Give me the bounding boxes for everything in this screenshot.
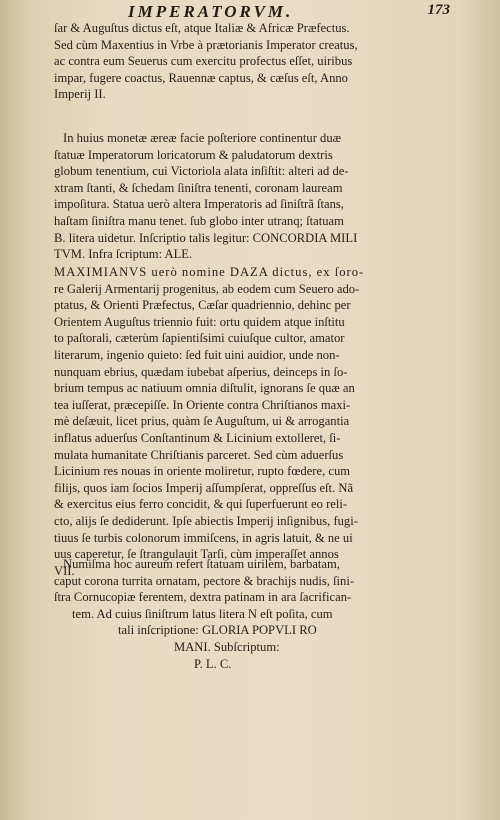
text-line: ptatus, & Orienti Præfectus, Cæſar quadriennio, dehinc per [54,298,351,313]
text-line: tiuus ſe turbis colonorum immiſcens, in agris latuit, & ne ui [54,530,353,545]
text-line: mè deſæuit, licet prius, quàm ſe Auguſtum, ui & arrogantia [54,414,350,429]
text-line: nunquam ebrius, quædam iubebat aſperius, deinceps in ſo- [54,364,348,379]
text-line: uus caperetur, ſe ſtrangulauit Tarſi, cùm imperaſſet annos [54,547,339,562]
text-line: to paſtorali, cæterùm ſapientiſsimi cuiuſque cultor, amator [54,331,345,346]
text-line: Sed cùm Maxentius in Vrbe à prætorianis Imperator creatus, [54,37,358,52]
text-line: haſtam ſiniſtra manu tenet. ſub globo inter utranq; ſtatuam [54,213,344,228]
text-line: cto, alijs ſe dediderunt. Ipſe abiectis Imperij inſignibus, fugi- [54,513,358,528]
text-line: tali inſcriptione: GLORIA POPVLI RO [118,623,317,638]
text-line: filijs, quos iam ſocios Imperij aſſumpſerat, oppreſſus eſt. Nã [54,480,354,495]
paragraph-2 [54,130,442,263]
text-line: ſtra Cornucopiæ ferentem, dextra patinam in ara ſacrifican- [54,590,352,605]
text-line: impar, fugere coactus, Rauennæ captus, & cæſus eſt, Anno [54,70,348,85]
text-line: VII. [54,563,75,578]
text-line: TVM. Infra ſcriptum: ALE. [54,247,193,262]
paragraph-1 [54,20,442,103]
text-line: globum tenentium, cui Victoriola alata inſiſtit: alteri ad de- [54,164,349,179]
text-line: MAXIMIANVS uerò nomine DAZA dictus, ex ſoro- [54,265,365,279]
page-number: 173 [427,2,450,18]
text-line: xtram ſtanti, & ſchedam ſiniſtra tenenti, coronam lauream [54,180,343,195]
text-line: inflatus aduerſus Conſtantinum & Licinium extolleret, ſi- [54,430,341,445]
paragraph-4 [54,556,442,672]
text-line: Orientem Auguſtus triennio fuit: ortu quidem atque inſtitu [54,314,345,329]
text-line: Imperij II. [54,87,106,102]
text-line: re Galerij Armentarij progenitus, ab eodem cum Seuero ado- [54,281,360,296]
text-line: In huius monetæ æreæ facie poſteriore continentur duæ [63,131,342,145]
text-line: ſar & Auguſtus dictus eſt, atque Italiæ & Africæ Præfectus. [54,21,350,35]
text-line: mulata humanitate Chriſtianis parceret. Sed cùm aduerſus [54,447,344,462]
text-line: P. L. C. [194,656,232,671]
text-line: Numiſma hoc aureum refert ſtatuam uirilem, barbatam, [63,557,340,571]
text-line: impoſitura. Statua uerò altera Imperatoris ad ſiniſtrã ſtans, [54,197,344,212]
text-line: B. litera uidetur. Inſcriptio talis legitur: CONCORDIA MILI [54,230,358,245]
text-line: ſtatuæ Imperatorum loricatorum & paludatorum dextris [54,147,333,162]
text-line: & exercitus eius ferro concidit, & qui ſuperfuerunt eo reli- [54,497,348,512]
running-head: IMPERATORVM. [128,2,294,21]
text-line: literarum, ingenio quieto: ſed fuit uini auidior, unde non- [54,347,340,362]
text-line: tea iuſſerat, præcepiſſe. In Oriente contra Chriſtianos maxi- [54,397,351,412]
text-line: ac contra eum Seuerus cum exercitu profectus eſſet, uiribus [54,54,353,69]
text-line: caput corona turrita ornatam, pectore & brachijs nudis, ſini- [54,573,355,588]
text-line: brium tempus ac natiuum omnia diſtulit, ignorans ſe quæ an [54,381,355,396]
text-line: tem. Ad cuius ſiniſtrum latus litera N eſt poſita, cum [72,606,333,621]
paragraph-3 [54,264,442,579]
text-line: MANI. Subſcriptum: [174,639,280,654]
text-line: Licinium res nouas in oriente moliretur, rupto fœdere, cum [54,464,351,479]
